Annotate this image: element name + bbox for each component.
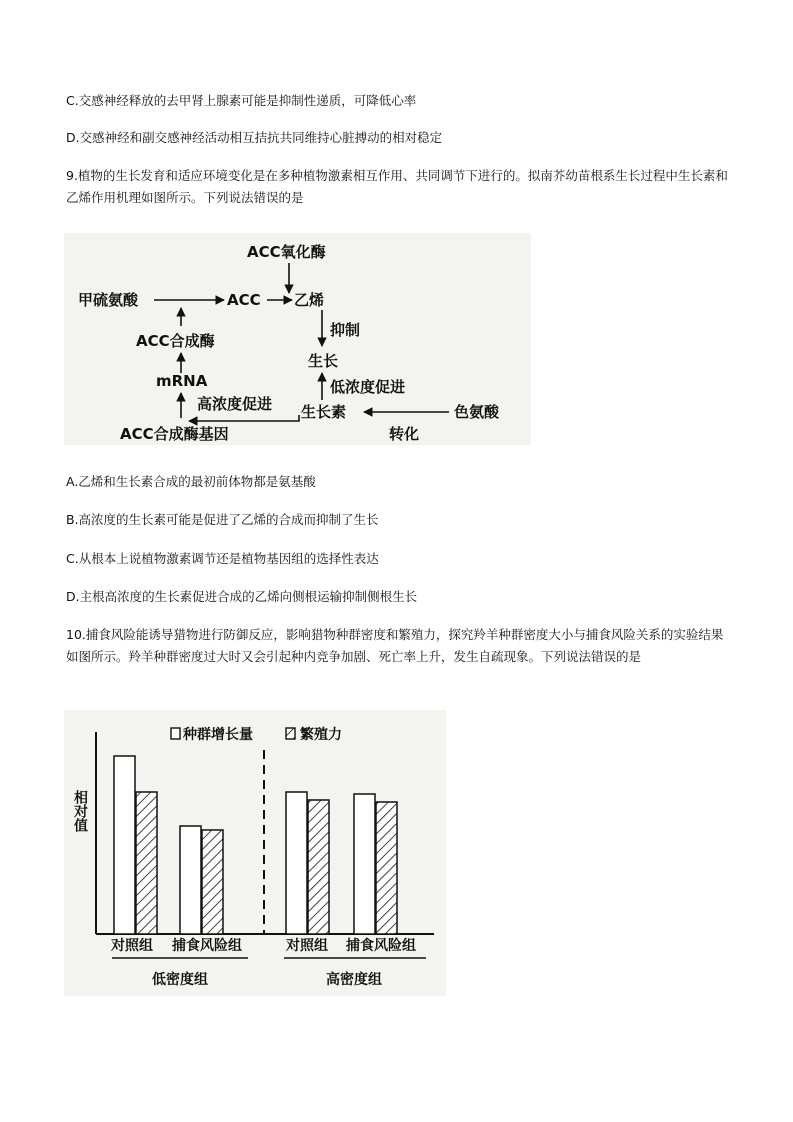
bar-growth-1 <box>180 826 201 934</box>
group-label-high: 高密度组 <box>326 972 382 988</box>
bars-group <box>114 756 397 934</box>
option-q8-c: C.交感神经释放的去甲肾上腺素可能是抑制性递质，可降低心率 <box>66 93 417 108</box>
node-methionine: 甲硫氨酸 <box>78 291 139 309</box>
label-high-conc: 高浓度促进 <box>197 395 273 413</box>
chart-svg <box>64 710 446 996</box>
question-10-stem: 10.捕食风险能诱导猎物进行防御反应，影响猎物种群密度和繁殖力，探究羚羊种群密度大小与捕食风险关系的实验结果如图所示。羚羊种群密度过大时又会引起种内竞争加剧、死亡率上升，发生自疏现象。下列说法错误的是 <box>66 627 724 664</box>
node-growth: 生长 <box>308 352 339 370</box>
label-inhibit: 抑制 <box>330 321 361 339</box>
bar-fertility-1 <box>202 830 223 934</box>
legend-label-growth: 种群增长量 <box>183 727 253 743</box>
legend-label-fertility: 繁殖力 <box>300 727 342 743</box>
node-auxin: 生长素 <box>301 403 347 421</box>
option-q8-d: D.交感神经和副交感神经活动相互拮抗共同维持心脏搏动的相对稳定 <box>66 130 443 145</box>
arrow-auxin-gene <box>189 415 299 421</box>
node-acc-synthase: ACC合成酶 <box>136 332 215 350</box>
label-conversion: 转化 <box>389 425 420 443</box>
question-9-stem: 9.植物的生长发育和适应环境变化是在多种植物激素相互作用、共同调节下进行的。拟南芥幼苗根系生长过程中生长素和乙烯作用机理如图所示。下列说法错误的是 <box>66 168 728 205</box>
bar-growth-2 <box>286 792 307 934</box>
option-q9-d: D.主根高浓度的生长素促进合成的乙烯向侧根运输抑制侧根生长 <box>66 589 418 604</box>
option-q9-b: B.高浓度的生长素可能是促进了乙烯的合成而抑制了生长 <box>66 512 379 527</box>
legend-swatch-growth <box>171 728 180 739</box>
y-axis-label: 相对值 <box>72 790 88 832</box>
bar-growth-3 <box>354 794 375 934</box>
node-acc-oxidase: ACC氧化酶 <box>247 243 326 261</box>
bar-fertility-2 <box>308 800 329 934</box>
category-label-high-predation: 捕食风险组 <box>346 938 416 954</box>
option-q9-c: C.从根本上说植物激素调节还是植物基因组的选择性表达 <box>66 551 379 566</box>
group-label-low: 低密度组 <box>152 972 208 988</box>
option-q9-a: A.乙烯和生长素合成的最初前体物都是氨基酸 <box>66 474 316 489</box>
category-label-high-control: 对照组 <box>286 938 328 954</box>
density-predation-chart <box>64 710 446 996</box>
category-label-low-predation: 捕食风险组 <box>172 938 242 954</box>
diagram-svg <box>64 233 531 445</box>
bar-fertility-3 <box>376 802 397 934</box>
node-ethylene: 乙烯 <box>294 291 325 309</box>
node-acc: ACC <box>227 291 261 309</box>
bar-fertility-0 <box>136 792 157 934</box>
bar-growth-0 <box>114 756 135 934</box>
category-label-low-control: 对照组 <box>111 938 153 954</box>
label-low-conc: 低浓度促进 <box>330 378 406 396</box>
legend-swatch-fertility <box>286 728 295 739</box>
node-tryptophan: 色氨酸 <box>454 403 500 421</box>
node-acc-synthase-gene: ACC合成酶基因 <box>120 425 229 443</box>
node-mrna: mRNA <box>156 372 208 390</box>
auxin-ethylene-diagram <box>64 233 531 445</box>
